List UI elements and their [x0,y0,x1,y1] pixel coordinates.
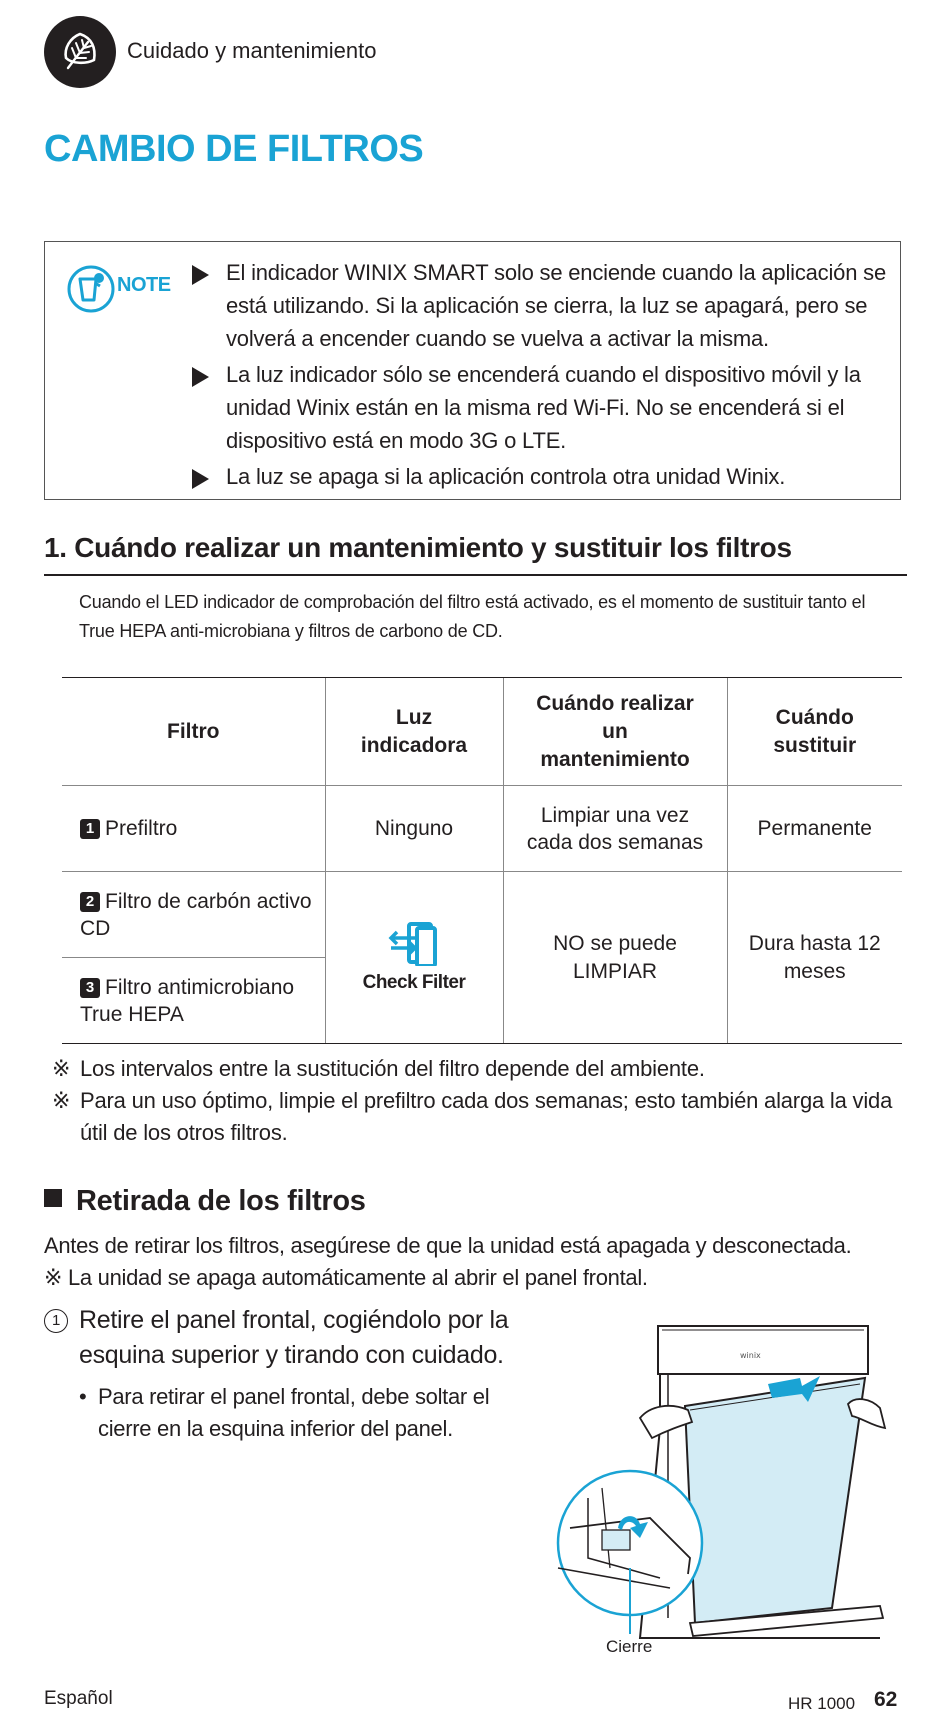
note-label: NOTE [117,274,171,296]
bullet-triangle-icon [192,469,209,489]
removal-intro: Antes de retirar los filtros, asegúrese de que la unidad está apagada y desconectada. [44,1233,852,1258]
svg-text:winix: winix [740,1351,761,1360]
maintenance-cell: NO se puede LIMPIAR [503,872,727,1044]
maintenance-cell: Limpiar una vez cada dos semanas [503,786,727,872]
check-filter-cell: Check Filter [325,872,503,1044]
table-header: Cuándo sustituir [727,678,902,786]
check-filter-icon [387,922,441,966]
footnote: ※ Para un uso óptimo, limpie el prefiltro cada dos semanas; esto también alarga la vida útil de los otros filtros. [52,1088,893,1145]
leaf-icon [58,30,102,74]
note-item: La luz se apaga si la aplicación controla otra unidad Winix. [190,460,890,493]
page-number: 62 [874,1688,898,1711]
section-divider [44,574,907,576]
filter-cell: 2 Filtro de carbón activo CD [62,872,325,958]
filter-cell: 3 Filtro antimicrobiano True HEPA [62,958,325,1044]
section-label: Cuidado y mantenimiento [127,38,377,63]
front-panel-removal-illustration [540,1318,920,1648]
table-row [62,786,902,872]
step-1-detail: • Para retirar el panel frontal, debe soltar el cierre en la esquina inferior del panel. [79,1384,490,1441]
filter-number-badge: 2 [80,892,100,912]
table-header: Luz indicadora [325,678,503,786]
filter-number-badge: 3 [80,978,100,998]
step-number: 1 [44,1309,68,1333]
bullet-triangle-icon [192,367,209,387]
filter-table [62,677,902,1046]
filter-number-badge: 1 [80,819,100,839]
section-description: Cuando el LED indicador de comprobación del filtro está activado, es el momento de sustituir tanto el True HEPA anti-microbiana y filtros de carbono de CD. [79,592,866,641]
table-footnotes [52,1053,912,1149]
section-badge [44,16,116,88]
note-item: La luz indicador sólo se encenderá cuando el dispositivo móvil y la unidad Winix están en la misma red Wi-Fi. No se encenderá si el dispositivo está en modo 3G o LTE. [190,358,890,457]
table-row [62,872,902,958]
section-heading-removal: Retirada de los filtros [44,1185,366,1218]
section-heading-maintenance: 1. Cuándo realizar un mantenimiento y sustituir los filtros [44,532,792,563]
footer-model: HR 1000 [788,1694,856,1713]
illustration-callout-label: Cierre [606,1637,653,1656]
step-1: 1 Retire el panel frontal, cogiéndolo por la esquina superior y tirando con cuidado. [44,1303,564,1373]
light-cell: Ninguno [325,786,503,872]
note-item: El indicador WINIX SMART solo se enciende cuando la aplicación se está utilizando. Si la aplicación se cierra, la luz se apagará, pero se volverá a encender cuando se vuelva a activar la misma. [190,256,890,355]
replace-cell: Dura hasta 12 meses [727,872,902,1044]
note-icon [66,264,116,314]
filter-cell: 1 Prefiltro [62,786,325,872]
bullet-triangle-icon [192,265,209,285]
square-bullet-icon [44,1189,62,1207]
removal-note: ※ La unidad se apaga automáticamente al abrir el panel frontal. [44,1265,648,1290]
note-list [190,256,890,496]
table-header: Filtro [62,678,325,786]
page-title: CAMBIO DE FILTROS [44,128,424,170]
table-header: Cuándo realizar un mantenimiento [503,678,727,786]
replace-cell: Permanente [727,786,902,872]
footnote: ※ Los intervalos entre la sustitución del filtro depende del ambiente. [52,1056,705,1081]
footer-language: Español [44,1688,113,1709]
